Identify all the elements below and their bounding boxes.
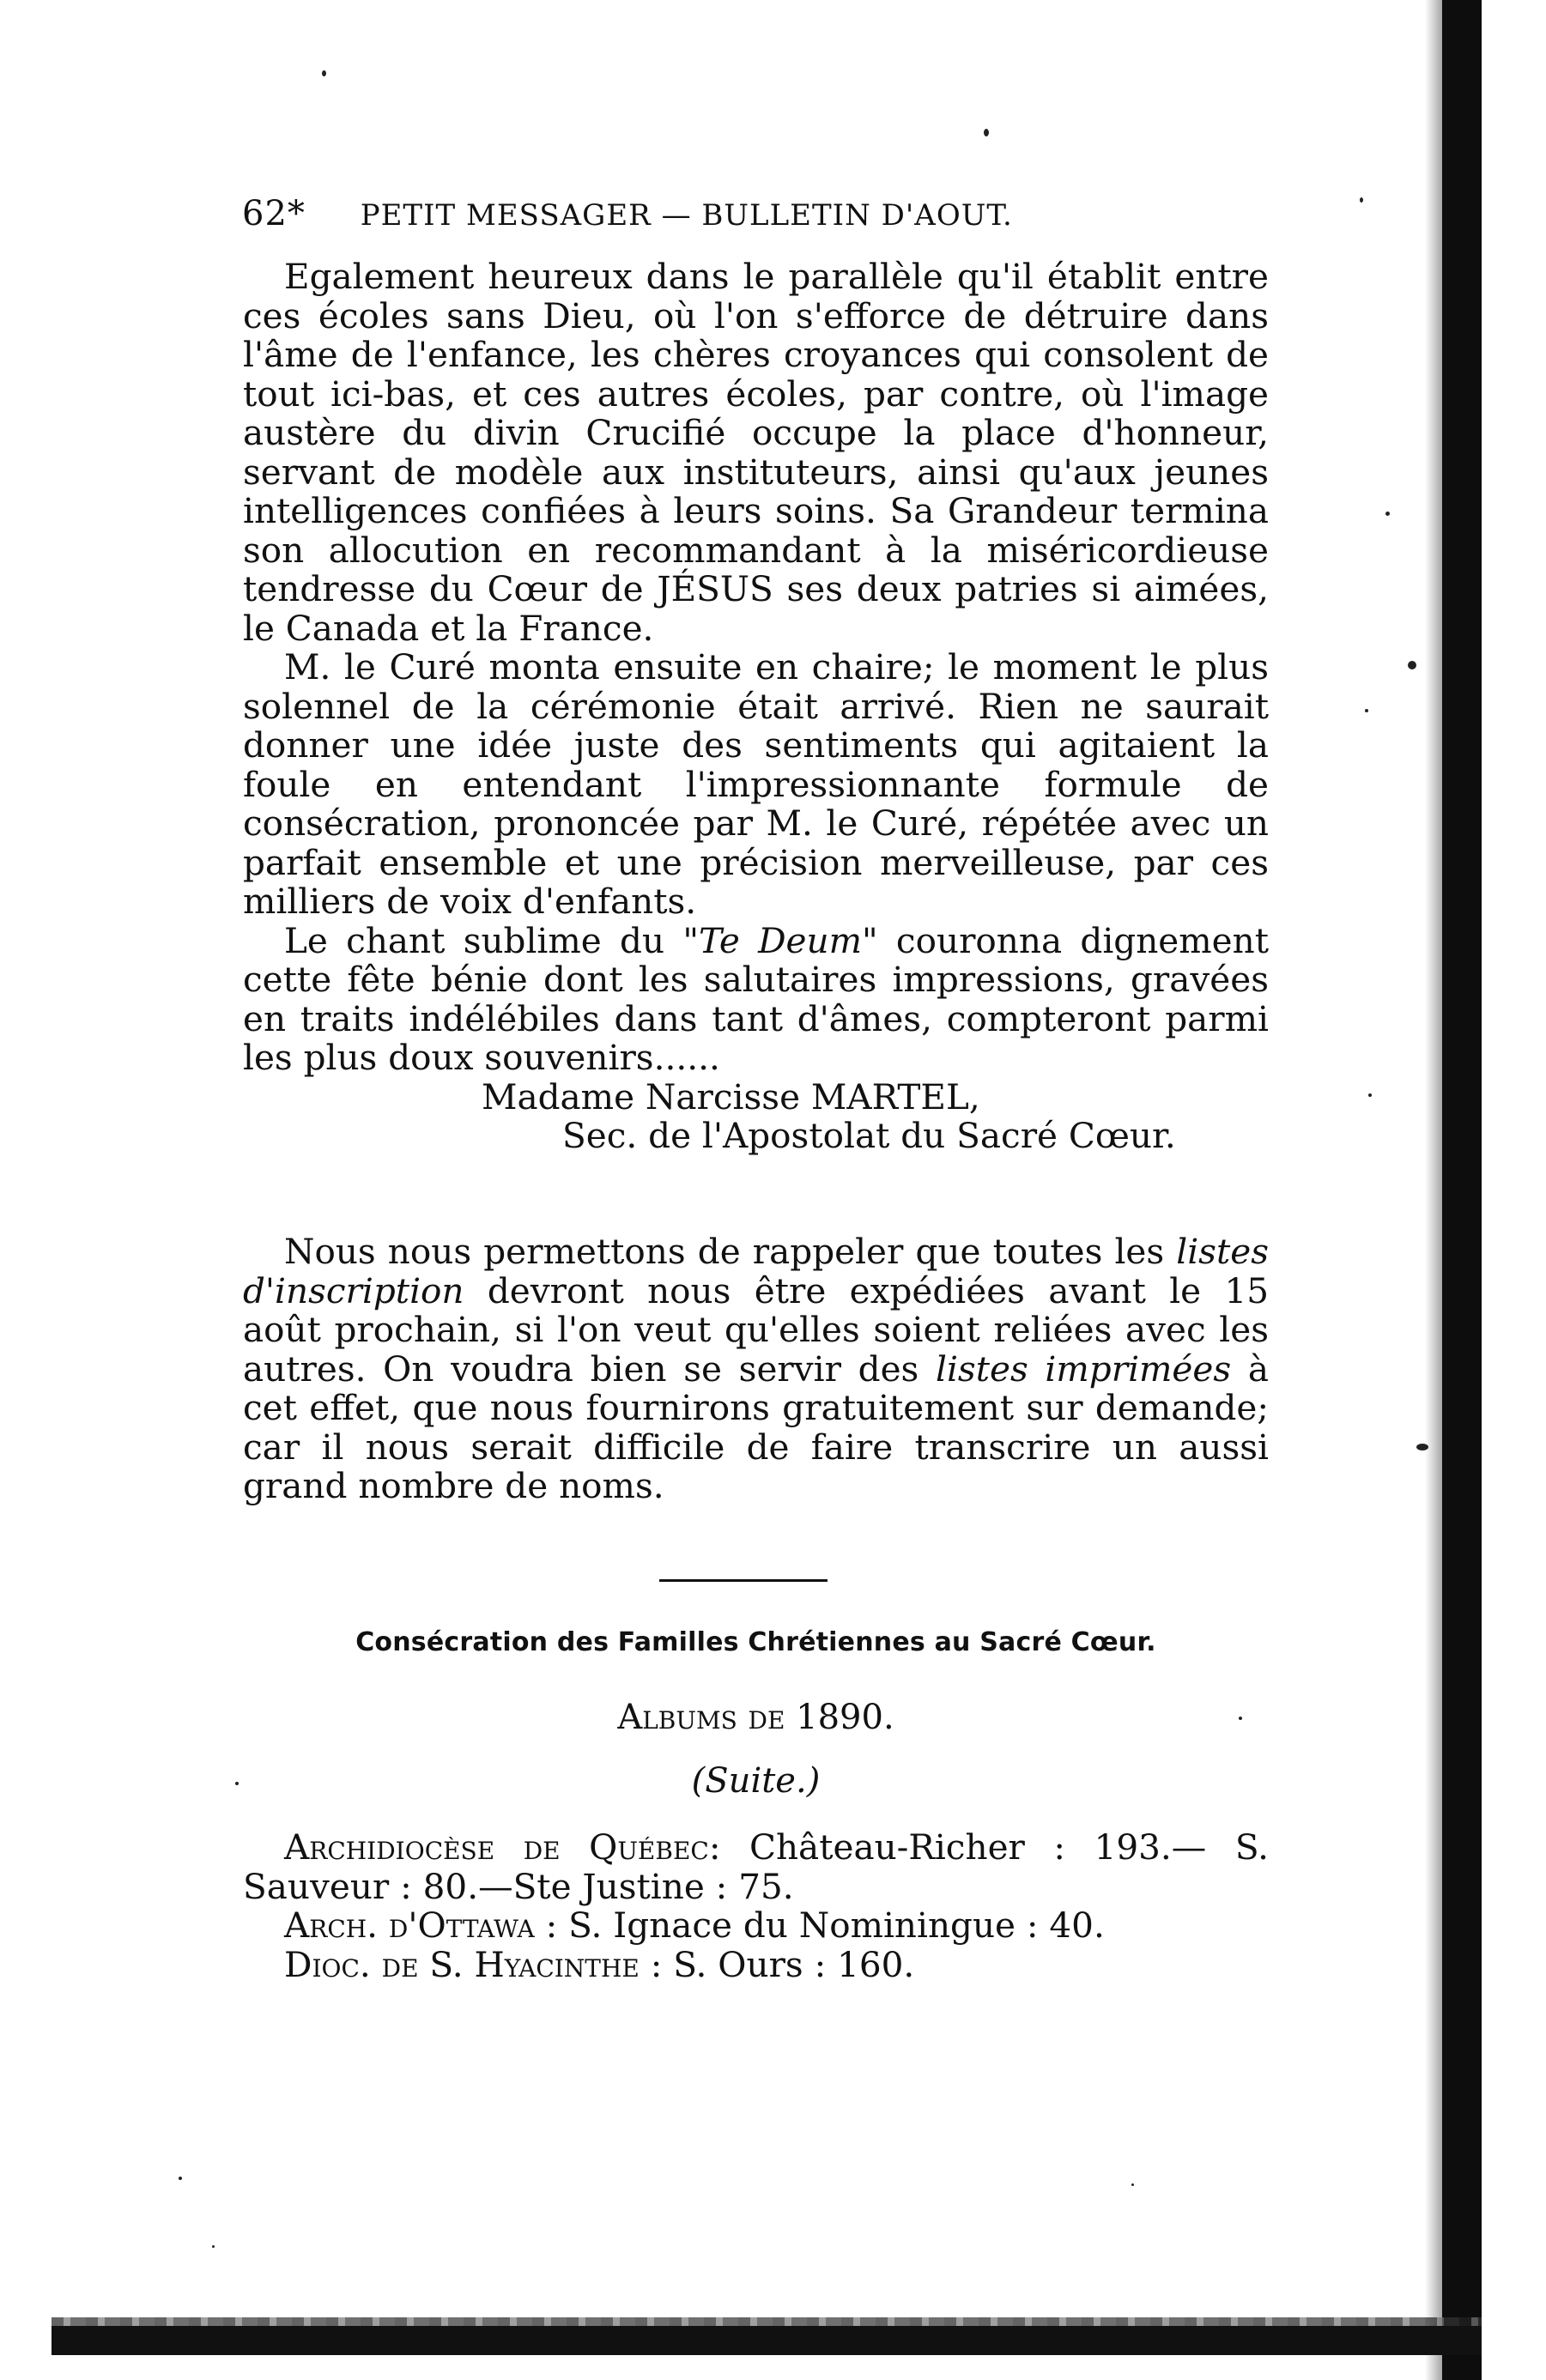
list-item xyxy=(243,1906,1269,1946)
binding-edge xyxy=(1442,0,1482,2380)
report-paragraph-2: M. le Curé monta ensuite en chaire; le moment le plus solennel de la cérémonie était arrivé. Rien ne saurait donner une idée juste des sentiments qui agitaient la foule en entendant l'impressionnante formule de consécration, prononcée par M. le Curé, répétée avec un parfait ensemble et une précision merveilleuse, par ces milliers de voix d'enfants. xyxy=(243,646,1269,922)
speck xyxy=(1368,1093,1372,1097)
list-item xyxy=(243,1943,1269,1985)
binding-shadow xyxy=(1425,0,1442,2380)
section-heading: Consécration des Familles Chrétiennes au Sacré Cœur. xyxy=(355,1627,1156,1657)
suite-label: (Suite.) xyxy=(691,1761,821,1801)
speck xyxy=(984,129,989,136)
notice-part-2: devront nous être expédiées avant le 15 août prochain, si l'on veut qu'elles soient reliées avec les autres. On voudra bien se servir des xyxy=(243,1269,1269,1390)
speck xyxy=(1365,709,1368,712)
page-number: 62* xyxy=(242,194,306,233)
notice-part-3: à cet effet, que nous fournirons gratuitement sur demande; car il nous serait difficile de faire transcrire un aussi grand nombre de noms. xyxy=(243,1347,1269,1506)
running-head xyxy=(242,194,1152,242)
notice-part-1: Nous nous permettons de rappeler que toutes les xyxy=(284,1231,1177,1272)
albums-list xyxy=(243,1828,1269,1984)
paragraph-3-end: couronna dignement cette fête bénie dont les salutaires impressions, gravées en traits indélébiles dans tant d'âmes, compteront parmi les plus doux souvenirs...... xyxy=(243,919,1269,1078)
paragraph-3-start: Le chant sublime du xyxy=(284,919,683,961)
speck xyxy=(1416,1444,1428,1450)
entry-quebec-head: Archidiocèse de Québec xyxy=(284,1826,709,1868)
entry-hyacinthe-text: : S. Ours : 160. xyxy=(639,1943,915,1985)
notice-italic-2: listes imprimées xyxy=(936,1347,1232,1390)
signature-title: Sec. de l'Apostolat du Sacré Cœur. xyxy=(562,1115,1176,1156)
speck xyxy=(1360,197,1363,203)
speck xyxy=(1385,512,1390,516)
speck xyxy=(179,2177,182,2180)
speck xyxy=(235,1782,239,1785)
notice-paragraph xyxy=(243,1232,1269,1506)
speck xyxy=(1131,2183,1134,2186)
report-paragraph-3 xyxy=(243,919,1269,1078)
speck xyxy=(1408,661,1416,669)
entry-ottawa-text: : S. Ignace du Nominingue : 40. xyxy=(534,1905,1105,1946)
report-paragraph-1: Egalement heureux dans le parallèle qu'il établit entre ces écoles sans Dieu, où l'on s'efforce de détruire dans l'âme de l'enfance, les chères croyances qui consolent de tout ici-bas, et ces autres écoles, par contre, où l'image austère du divin Crucifié occupe la place d'honneur, servant de modèle aux instituteurs, ainsi qu'aux jeunes intelligences confiées à leurs soins. Sa Grandeur termina son allocution en recommandant à la miséricordieuse tendresse du Cœur de JÉSUS ses deux patries si aimées, le Canada et la France. xyxy=(243,256,1269,649)
entry-quebec-text: : Château-Richer : 193.— S. Sauveur : 80.—Ste Justine : 75. xyxy=(243,1826,1269,1907)
entry-hyacinthe-head: Dioc. de S. Hyacinthe xyxy=(284,1943,640,1985)
list-item xyxy=(243,1828,1269,1906)
bottom-scan-edge xyxy=(52,2326,1482,2355)
section-divider xyxy=(659,1579,828,1582)
report-text xyxy=(243,257,1269,1156)
albums-title: Albums de 1890. xyxy=(617,1698,894,1737)
notice-text xyxy=(243,1232,1269,1506)
entry-ottawa-head: Arch. d'Ottawa xyxy=(284,1905,535,1946)
speck xyxy=(322,70,326,76)
running-title: PETIT MESSAGER — BULLETIN D'AOUT. xyxy=(360,198,1013,233)
bottom-scan-noise xyxy=(52,2317,1482,2326)
speck xyxy=(212,2245,215,2248)
notice-italic-1: listes d'inscription xyxy=(243,1231,1269,1311)
te-deum-quote: "Te Deum" xyxy=(682,919,878,961)
signature-name: Madame Narcisse MARTEL, xyxy=(482,1075,980,1117)
